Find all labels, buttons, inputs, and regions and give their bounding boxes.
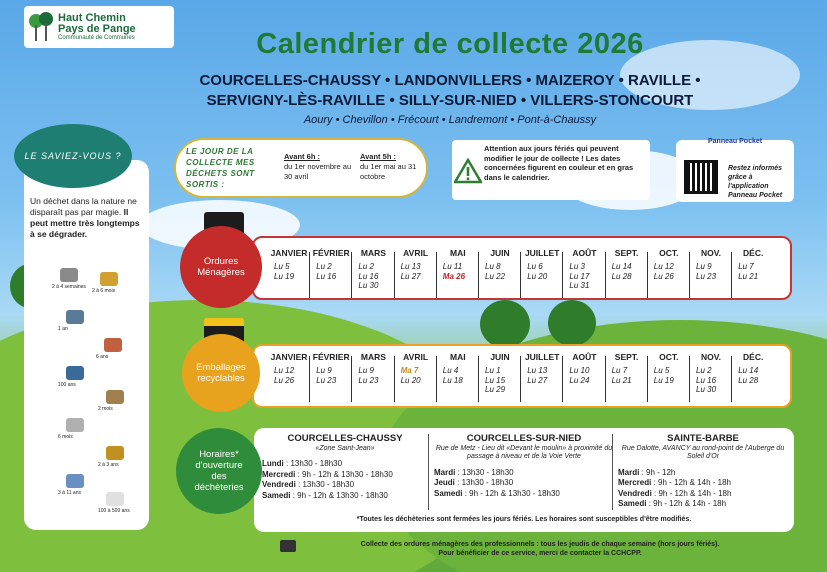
- month-separator: [689, 252, 690, 298]
- month-separator: [309, 356, 310, 402]
- month-separator: [351, 252, 352, 298]
- jour-col1: [284, 152, 356, 182]
- collection-day: Lu 12: [653, 262, 674, 271]
- hours-value: 9h - 12h & 13h30 - 18h30: [469, 488, 560, 498]
- month-separator: [647, 356, 648, 402]
- tree: [480, 300, 530, 348]
- dechetterie-site: [262, 434, 428, 501]
- dechetterie-site: [434, 434, 614, 499]
- collection-day: Lu 27: [400, 271, 421, 281]
- hours-sep: :: [454, 478, 462, 487]
- month-column: [268, 352, 310, 385]
- hours-value: 9h - 12h & 14h - 18h: [658, 488, 732, 498]
- hours-day: Jeudi: [434, 478, 455, 487]
- collection-day: Lu 2: [358, 262, 374, 271]
- waste-item-icon: [106, 390, 124, 404]
- panneau-text: Restez informés grâce à l'application Panneau Pocket: [728, 165, 783, 199]
- hours-day: Vendredi: [262, 480, 296, 489]
- hours-value: 9h - 12h & 14h - 18h: [653, 499, 727, 508]
- hours-day: Mercredi: [618, 478, 652, 487]
- collection-day: Lu 31: [569, 281, 590, 290]
- month-column: [310, 248, 352, 281]
- month-name: MAI: [450, 248, 466, 258]
- month-column: [648, 248, 690, 281]
- jour-col2-text: du 1er mai au 31 octobre: [360, 162, 417, 181]
- site-hours: [434, 468, 614, 500]
- month-separator: [731, 356, 732, 402]
- hours-sep: :: [639, 467, 647, 477]
- hours-day: Mardi: [434, 467, 456, 477]
- month-name: JANVIER: [270, 352, 308, 362]
- collection-day: Lu 16: [316, 271, 337, 281]
- month-days: [732, 366, 774, 385]
- collection-day: Lu 10: [569, 366, 590, 375]
- communes-line1: COURCELLES-CHAUSSY • LANDONVILLERS • MAIZEROY • RAVILLE •: [199, 72, 701, 89]
- dech-label1: Horaires*: [199, 449, 239, 460]
- hamlets: Aoury • Chevillon • Frécourt • Landremont • Pont-à-Chaussy: [303, 114, 597, 126]
- month-days: [732, 262, 774, 281]
- waste-item-icon: [66, 474, 84, 488]
- hours-value: 9h - 12h: [646, 467, 676, 477]
- waste-item-label: 1 an: [58, 326, 68, 332]
- warning-icon: [454, 158, 482, 184]
- dech-label3: des: [211, 471, 227, 482]
- collection-day: Lu 9: [358, 366, 374, 375]
- month-separator: [351, 356, 352, 402]
- month-column: [352, 352, 394, 385]
- month-column: [606, 352, 648, 385]
- site-separator: [612, 434, 613, 510]
- jour-col2-head: Avant 5h :: [360, 152, 396, 161]
- month-days: [479, 262, 521, 281]
- collection-day: Lu 23: [696, 271, 717, 281]
- month-column: [479, 352, 521, 395]
- collection-day: Lu 13: [400, 262, 421, 271]
- month-name: AVRIL: [403, 352, 429, 362]
- collection-day: Lu 16: [696, 375, 717, 385]
- month-column: [268, 248, 310, 281]
- hours-value: 13h30 - 18h30: [290, 459, 343, 468]
- month-separator: [436, 356, 437, 402]
- collection-day: Lu 22: [485, 271, 506, 281]
- hours-value: 9h - 12h & 13h30 - 18h30: [297, 490, 388, 500]
- logo-line3: Communauté de Communes: [58, 35, 135, 41]
- qr-code-icon: [684, 160, 718, 194]
- hours-day: Samedi: [262, 490, 291, 500]
- hours-row: [262, 480, 428, 491]
- month-separator: [478, 356, 479, 402]
- saviez-text: [30, 196, 140, 240]
- saviez-title: LE SAVIEZ-VOUS ?: [14, 124, 132, 188]
- collection-day: Lu 14: [611, 262, 632, 271]
- hours-row: [434, 468, 614, 479]
- hours-sep: :: [455, 467, 463, 477]
- collection-day: Lu 28: [738, 375, 759, 385]
- hours-sep: :: [295, 480, 303, 489]
- month-name: JUIN: [490, 248, 510, 258]
- jour-col1-text: du 1er novembre au 30 avril: [284, 162, 352, 181]
- site-name: SAINTE-BARBE: [667, 433, 739, 444]
- month-separator: [394, 356, 395, 402]
- hours-row: [618, 478, 788, 489]
- collection-day: Lu 21: [611, 375, 632, 385]
- month-column: [732, 352, 774, 385]
- jour-title: LE JOUR DE LA COLLECTE MES DÉCHETS SONT SORTIS :: [186, 147, 255, 189]
- ordures-label1: Ordures: [203, 256, 239, 267]
- month-name: NOV.: [700, 248, 721, 258]
- month-days: [606, 366, 648, 385]
- collection-day: Lu 26: [653, 271, 674, 281]
- month-name: AVRIL: [403, 248, 429, 258]
- panneau-logo: Panneau Pocket: [708, 138, 763, 145]
- collection-day: Lu 27: [527, 375, 548, 385]
- dech-label4: déchèteries: [194, 482, 244, 493]
- site-separator: [428, 434, 429, 510]
- month-column: [521, 248, 563, 281]
- month-separator: [478, 252, 479, 298]
- hours-value: 13h30 - 18h30: [462, 467, 514, 477]
- saviez-text1: Un déchet dans la nature ne disparaît pas par magie.: [30, 196, 137, 217]
- month-name: MAI: [450, 352, 466, 362]
- month-days: [437, 366, 479, 385]
- collection-day: Lu 29: [485, 385, 506, 394]
- jour-col2: [360, 152, 426, 182]
- collection-day: Ma 7: [400, 366, 419, 375]
- waste-item-icon: [66, 366, 84, 380]
- waste-item-icon: [100, 272, 118, 286]
- collection-day: Lu 12: [274, 366, 295, 375]
- waste-item-icon: [60, 268, 78, 282]
- month-column: [563, 248, 605, 291]
- month-name: DÉC.: [743, 352, 764, 362]
- hours-value: 13h30 - 18h30: [461, 478, 514, 487]
- tree: [548, 300, 596, 346]
- month-days: [310, 262, 352, 281]
- collection-day: Lu 2: [696, 366, 712, 375]
- month-name: SEPT.: [614, 248, 639, 258]
- site-hours: [262, 459, 428, 501]
- logo-line1: Haut Chemin: [58, 12, 126, 24]
- month-separator: [562, 356, 563, 402]
- collection-day: Lu 18: [442, 375, 463, 385]
- waste-item-icon: [106, 446, 124, 460]
- month-days: [395, 366, 437, 385]
- waste-item-label: 6 ans: [96, 354, 109, 360]
- month-column: [690, 352, 732, 395]
- month-name: OCT.: [659, 248, 679, 258]
- collection-day: Lu 14: [738, 366, 759, 375]
- dechetterie-site: [618, 434, 788, 510]
- month-separator: [436, 252, 437, 298]
- collection-day: Lu 26: [274, 375, 295, 385]
- dech-label2: d'ouverture: [195, 460, 243, 471]
- collection-day: Lu 4: [442, 366, 459, 375]
- page-title: Calendrier de collecte 2026: [256, 28, 644, 60]
- collection-day: Ma 26: [442, 271, 466, 281]
- month-name: DÉC.: [743, 248, 764, 258]
- hours-day: Samedi: [618, 499, 647, 508]
- month-days: [521, 366, 563, 385]
- collection-day: Lu 20: [400, 375, 421, 385]
- hours-sep: :: [651, 478, 659, 487]
- collection-day: Lu 9: [316, 366, 332, 375]
- waste-item-icon: [106, 492, 124, 506]
- month-name: JUILLET: [524, 248, 560, 258]
- emballages-label1: Emballages: [196, 362, 246, 373]
- month-name: JUIN: [490, 352, 510, 362]
- hours-sep: :: [646, 499, 654, 508]
- footer-line2: Pour bénéficier de ce service, merci de contacter la CCHCPP.: [438, 550, 642, 557]
- waste-item-label: 2 à 3 ans: [98, 462, 119, 468]
- emballages-label2: recyclables: [197, 373, 245, 384]
- collection-day: Lu 17: [569, 271, 590, 281]
- site-name: COURCELLES-CHAUSSY: [287, 433, 403, 444]
- month-name: SEPT.: [614, 352, 639, 362]
- collection-day: Lu 21: [738, 271, 759, 281]
- hours-value: 13h30 - 18h30: [302, 480, 355, 489]
- month-column: [352, 248, 394, 291]
- month-days: [648, 366, 690, 385]
- month-column: [437, 248, 479, 281]
- jour-col1-head: Avant 6h :: [284, 152, 320, 161]
- month-days: [352, 366, 394, 385]
- month-separator: [647, 252, 648, 298]
- site-address: Rue Dalotte, AVANCY au rond-point de l'Auberge du Soleil d'Or: [621, 444, 785, 460]
- hours-row: [434, 478, 614, 489]
- site-address: Rue de Metz - Lieu dit «Devant le moulin» à proximité du passage à niveau et de la Voie Verte: [435, 444, 613, 460]
- month-separator: [520, 356, 521, 402]
- hours-day: Mardi: [618, 467, 640, 477]
- collection-day: Lu 13: [527, 366, 548, 375]
- hours-value: 9h - 12h & 14h - 18h: [658, 478, 731, 487]
- month-name: MARS: [360, 352, 386, 362]
- month-column: [563, 352, 605, 385]
- waste-item-label: 2 à 6 mois: [92, 288, 116, 294]
- month-days: [268, 262, 310, 281]
- dechetteries-label: [176, 428, 262, 514]
- month-days: [690, 366, 732, 395]
- collection-day: Lu 7: [738, 262, 754, 271]
- collection-day: Lu 16: [358, 271, 379, 281]
- month-column: [395, 352, 437, 385]
- hours-value: 9h - 12h & 13h30 - 18h30: [302, 469, 393, 479]
- month-days: [521, 262, 563, 281]
- month-days: [352, 262, 394, 291]
- month-days: [563, 262, 605, 291]
- collection-day: Lu 19: [653, 375, 674, 385]
- month-separator: [394, 252, 395, 298]
- attention-text: Attention aux jours fériés qui peuvent modifier le jour de collecte ! Les dates concernées figurent en couleur et en gras dans le calendrier.: [484, 144, 634, 182]
- month-separator: [309, 252, 310, 298]
- month-name: JANVIER: [270, 248, 308, 258]
- month-name: FÉVRIER: [312, 248, 350, 258]
- waste-item-label: 6 mois: [58, 434, 73, 440]
- waste-item-label: 100 à 500 ans: [98, 508, 130, 514]
- collection-day: Lu 1: [485, 366, 501, 375]
- collection-day: Lu 24: [569, 375, 590, 385]
- collection-day: Lu 15: [485, 375, 506, 385]
- collection-day: Lu 8: [485, 262, 501, 271]
- collection-day: Lu 5: [274, 262, 290, 271]
- month-separator: [605, 252, 606, 298]
- waste-item-label: 100 ans: [58, 382, 76, 388]
- month-separator: [731, 252, 732, 298]
- month-days: [268, 366, 310, 385]
- site-hours: [618, 468, 788, 510]
- hours-row: [434, 489, 614, 500]
- month-days: [395, 262, 437, 281]
- logo-line2: Pays de Pange: [58, 23, 136, 35]
- waste-item-icon: [66, 310, 84, 324]
- hours-row: [262, 459, 428, 470]
- collection-day: Lu 19: [274, 271, 295, 281]
- hours-day: Lundi: [262, 459, 284, 468]
- month-column: [521, 352, 563, 385]
- hours-day: Vendredi: [618, 488, 652, 498]
- collection-day: Lu 23: [316, 375, 337, 385]
- month-column: [310, 352, 352, 385]
- hours-sep: :: [283, 459, 291, 468]
- hours-sep: :: [651, 488, 659, 498]
- month-column: [437, 352, 479, 385]
- month-name: JUILLET: [524, 352, 560, 362]
- hours-day: Samedi: [434, 488, 463, 498]
- waste-item-label: 2 à 4 semaines: [52, 284, 86, 290]
- ordures-label2: Ménagères: [197, 267, 245, 278]
- waste-item-label: 2 mois: [98, 406, 113, 412]
- month-days: [648, 262, 690, 281]
- dechetteries-note: *Toutes les déchèteries sont fermées les jours fériés. Les horaires sont susceptibles d'être modifiés.: [356, 516, 692, 523]
- month-days: [606, 262, 648, 281]
- month-days: [437, 262, 479, 281]
- month-name: OCT.: [659, 352, 679, 362]
- month-name: FÉVRIER: [312, 352, 350, 362]
- saviez-text2: Il peut mettre très longtemps à se dégrader.: [30, 207, 140, 239]
- collection-day: Lu 23: [358, 375, 379, 385]
- month-column: [606, 248, 648, 281]
- collection-day: Lu 30: [358, 281, 379, 290]
- month-name: MARS: [360, 248, 386, 258]
- site-name: COURCELLES-SUR-NIED: [466, 433, 582, 444]
- collection-day: Lu 2: [316, 262, 332, 271]
- month-name: NOV.: [700, 352, 721, 362]
- footer-line1: Collecte des ordures ménagères des professionnels : tous les jeudis de chaque semaine (hors jours fériés).: [360, 541, 720, 548]
- month-days: [479, 366, 521, 395]
- collection-day: Lu 30: [696, 385, 717, 394]
- waste-item-icon: [66, 418, 84, 432]
- hours-row: [262, 470, 428, 481]
- month-days: [563, 366, 605, 385]
- month-name: AOÛT: [572, 248, 597, 258]
- month-separator: [689, 356, 690, 402]
- hours-sep: :: [295, 469, 303, 479]
- month-column: [395, 248, 437, 281]
- ordures-label: [180, 226, 262, 308]
- waste-item-label: 3 à 11 ans: [58, 490, 81, 496]
- month-column: [690, 248, 732, 281]
- month-name: AOÛT: [572, 352, 597, 362]
- hours-row: [262, 491, 428, 502]
- hours-row: [618, 499, 788, 510]
- month-separator: [520, 252, 521, 298]
- hours-row: [618, 489, 788, 500]
- hours-sep: :: [462, 488, 470, 498]
- month-column: [648, 352, 690, 385]
- collection-day: Lu 28: [611, 271, 632, 281]
- month-separator: [605, 356, 606, 402]
- site-address: «Zone Saint-Jean»: [315, 444, 375, 452]
- month-days: [310, 366, 352, 385]
- collection-day: Lu 11: [442, 262, 463, 271]
- month-column: [732, 248, 774, 281]
- collection-day: Lu 9: [696, 262, 712, 271]
- collection-day: Lu 6: [527, 262, 543, 271]
- collection-day: Lu 3: [569, 262, 585, 271]
- collection-day: Lu 5: [653, 366, 670, 375]
- waste-item-icon: [104, 338, 122, 352]
- hours-row: [618, 468, 788, 479]
- month-separator: [562, 252, 563, 298]
- month-days: [690, 262, 732, 281]
- collection-day: Lu 7: [611, 366, 628, 375]
- month-column: [479, 248, 521, 281]
- emballages-label: [182, 334, 260, 412]
- hours-sep: :: [290, 490, 298, 500]
- collection-day: Lu 20: [527, 271, 548, 281]
- communes-line2: SERVIGNY-LÈS-RAVILLE • SILLY-SUR-NIED • VILLERS-STONCOURT: [206, 92, 694, 109]
- hours-day: Mercredi: [262, 469, 296, 479]
- footer: [290, 540, 790, 558]
